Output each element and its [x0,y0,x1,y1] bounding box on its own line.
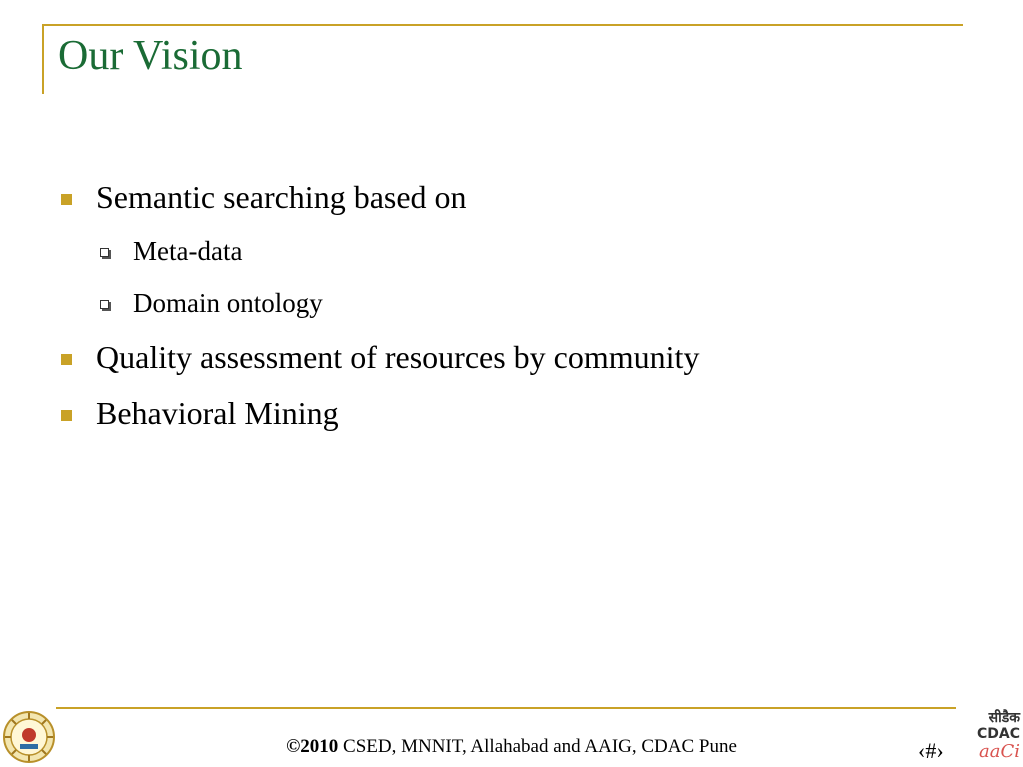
sub-bullet-item: Meta-data [133,236,243,266]
cdac-logo [962,710,1020,766]
footer-year: ©2010 [286,736,339,757]
footer-text [0,736,1023,758]
bullet-item: Quality assessment of resources by community [96,339,700,375]
cdac-logo-latin: CDAC [976,726,1020,742]
slide-title: Our Vision [58,33,243,79]
sub-bullet-square-icon [100,248,109,257]
bullet-square-icon [61,194,72,205]
left-rule [42,24,44,94]
page-number: ‹#› [918,738,944,763]
cdac-logo-hindi: सीडैक [988,710,1020,726]
footer-credits: CSED, MNNIT, Allahabad and AAIG, CDAC Pune [338,736,737,757]
bullet-square-icon [61,354,72,365]
top-rule [42,24,963,26]
bullet-item: Semantic searching based on [96,179,467,215]
bullet-item: Behavioral Mining [96,395,339,431]
bullet-square-icon [61,410,72,421]
aaci-logo: aaCi [979,741,1020,762]
bottom-rule [56,707,956,709]
sub-bullet-square-icon [100,300,109,309]
sub-bullet-item: Domain ontology [133,288,323,318]
